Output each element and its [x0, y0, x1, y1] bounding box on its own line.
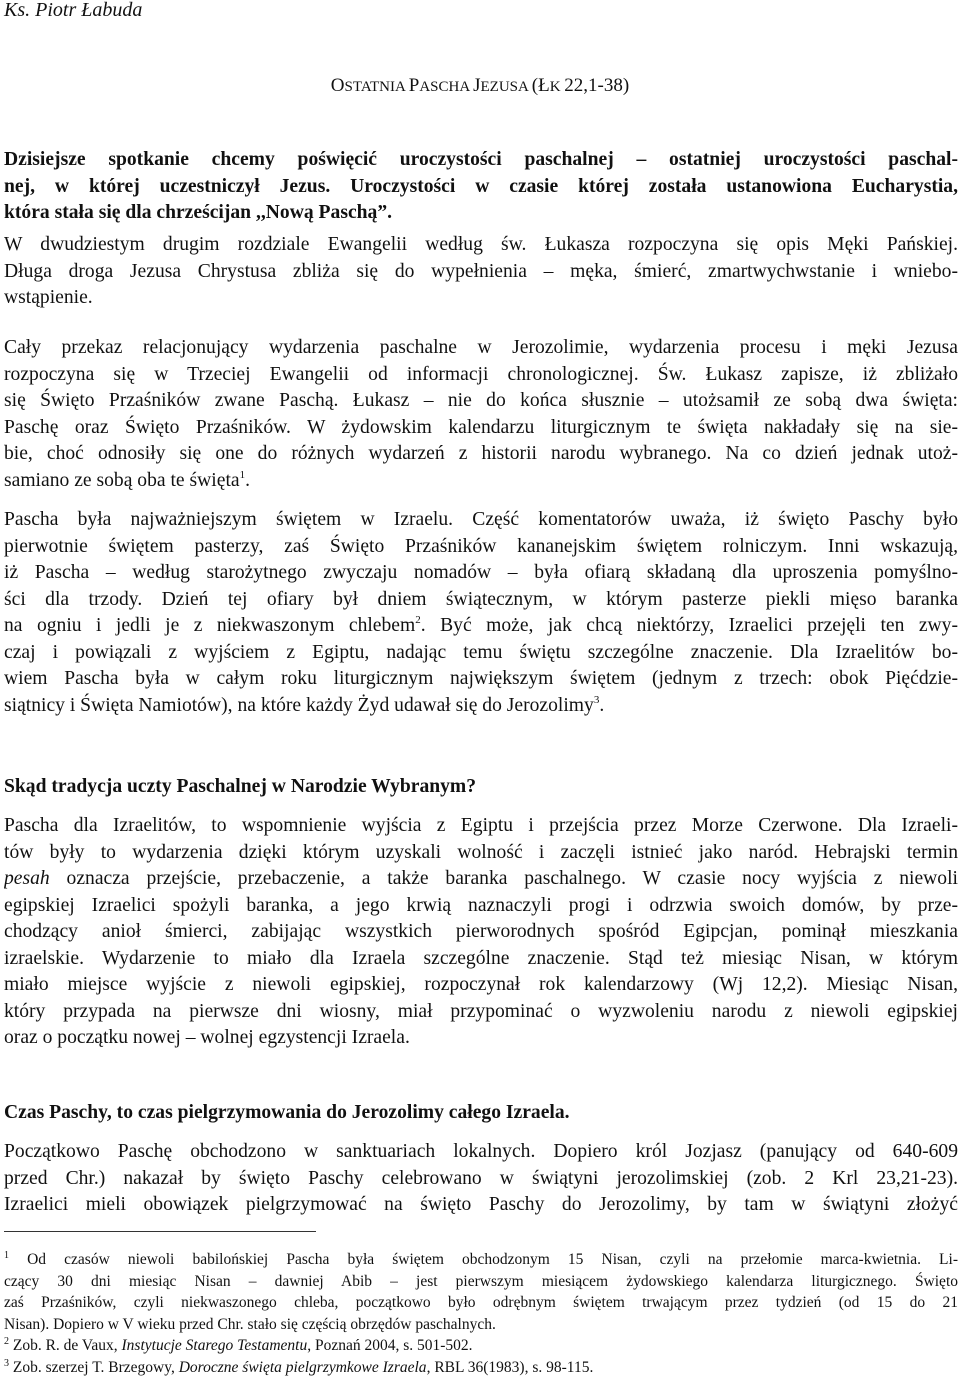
footnote-line: zaś Przaśników, czyli niekwaszonego chleba, początkowo było odrębnym świętem trwającym przez tydzień (od 15 do 21	[4, 1294, 958, 1312]
intro-paragraph	[4, 147, 958, 227]
text-line: Dzisiejsze spotkanie chcemy poświęcić uroczystości paschalnej – ostatniej uroczystości paschal-	[4, 149, 958, 170]
text-line: na ogniu i jedli je z niekwaszonym chlebem$^2$. Być może, jak chcą niektórzy, Izraelici przejęli ten zwy-	[4, 614, 958, 636]
text-line: siątnicy i Święta Namiotów), na które każdy Żyd udawał się do Jerozolimy$^3$.	[4, 693, 605, 716]
footnotes	[4, 1249, 958, 1379]
text-line: egipskiej Izraelici spożyli baranka, a jego krwią naznaczyli progi i odrzwia swoich domów, by prze-	[4, 894, 958, 916]
footnote-3: $^3$ Zob. szerzej T. Brzegowy, Doroczne święta pielgrzymkowe Izraela, RBL 36(1983), s. 98-115.	[4, 1357, 594, 1376]
footnote-ref-3[interactable]: 3	[593, 693, 600, 706]
text-line: Cały przekaz relacjonujący wydarzenia paschalne w Jerozolimie, wydarzenia procesu i męki Jezusa	[4, 337, 958, 358]
footnote-ref-1[interactable]: 1	[239, 468, 246, 481]
footnote-2: $^2$ Zob. R. de Vaux, Instytucje Starego Testamentu, Poznań 2004, s. 501-502.	[4, 1336, 473, 1355]
section-heading: Czas Paschy, to czas pielgrzymowania do Jerozolimy całego Izraela.	[4, 1102, 570, 1123]
footnote-ref-2[interactable]: 2	[415, 614, 421, 626]
text-line: oraz o początku nowej – wolnej egzystencji Izraela.	[4, 1027, 410, 1048]
text-line: chodzący anioł śmierci, zabijając wszystkich pierworodnych spośród Egipcjan, pominął mieszkania	[4, 921, 958, 942]
text-line: bie, choć odnosiły się one do różnych wydarzeń z historii narodu wybranego. Na co dzień jednak utoż-	[4, 443, 958, 464]
footnote-line: czący 30 dni miesiąc Nisan – dawniej Abib – jest pierwszym miesiącem żydowskiego kalendarza liturgicznego. Święto	[4, 1272, 958, 1290]
text-line: nej, w której uczestniczył Jezus. Uroczystości w czasie której została ustanowiona Eucharystia,	[4, 175, 958, 197]
text-line: iż Pascha – według starożytnego zwyczaju nomadów – była ofiarą składaną dla uproszenia pomyślno-	[4, 562, 958, 583]
text-line: rozpoczyna się w Trzeciej Ewangelii od informacji chronologicznej. Św. Łukasz zapisze, iż zbliżało	[4, 363, 958, 385]
section-1-paragraph	[4, 813, 958, 1052]
footnote-divider	[4, 1231, 316, 1232]
text-line: ści dla trzody. Dzień tej ofiary był dniem świątecznym, w którym pasterze piekli mięso baranka	[4, 588, 958, 610]
text-line: Długa droga Jezusa Chrystusa zbliża się do wypełnienia – męka, śmierć, zmartwychwstanie i wniebo-	[4, 260, 958, 282]
text-line: który przypada na pierwsze dni wiosny, miał przypominać o wyzwoleniu narodu z niewoli egipskiej	[4, 1000, 958, 1022]
footnote-1: $^1$ Od czasów niewoli babilońskiej Pascha była świętem obchodzonym 15 Nisan, czyli na przełomie marca-kwietnia. Li-	[4, 1250, 958, 1268]
text-line: pierwotnie świętem pasterzy, zaś Święto Przaśników kananejskim świętem rolniczym. Inni wskazują,	[4, 535, 958, 557]
text-line: W dwudziestym drugim rozdziale Ewangelii według św. Łukasza rozpoczyna się opis Męki Pańskiej.	[4, 234, 958, 255]
text-line: czaj i powiązali z wyjściem z Egiptu, nadając temu świętu szczególne znaczenie. Dla Izraelitów bo-	[4, 641, 958, 663]
text-line: Pascha była najważniejszym świętem w Izraelu. Część komentatorów uważa, iż święto Paschy było	[4, 509, 958, 530]
text-line: Pascha dla Izraelitów, to wspomnienie wyjścia z Egiptu i przejścia przez Morze Czerwone. Dla Izraeli-	[4, 815, 958, 836]
section-heading: Skąd tradycja uczty Paschalnej w Narodzie Wybranym?	[4, 776, 477, 797]
page-title: OSTATNIA PASCHA JEZUSA (ŁK 22,1-38)	[330, 75, 630, 96]
text-line: która stała się dla chrześcijan ,,Nową Paschą”.	[4, 202, 393, 223]
paragraph-2	[4, 335, 958, 494]
text-line: przed Chr.) nakazał by święto Paschy celebrowano w świątyni jerozolimskiej (zob. 2 Krl 23,21-23).	[4, 1167, 958, 1189]
section-2-paragraph	[4, 1139, 958, 1219]
text-line: izraelskie. Wydarzenie to miało dla Izraela szczególne znaczenie. Stąd też miesiąc Nisan, w którym	[4, 947, 958, 969]
text-line: tów były to wydarzenia dzięki którym uzyskali wolność i zaczęli istnieć jako naród. Hebrajski termin	[4, 841, 958, 863]
text-line: się Święto Przaśników zwane Paschą. Łukasz – nie do końca słusznie – utożsamił ze sobą dwa święta:	[4, 390, 958, 411]
text-line: Początkowo Paschę obchodzono w sanktuariach lokalnych. Dopiero król Jozjasz (panujący od 640-609	[4, 1141, 958, 1162]
paragraph-3	[4, 507, 958, 719]
text-line: wiem Pascha była w całym roku liturgicznym największym świętem (jednym z trzech: obok Pięćdzie-	[4, 668, 958, 689]
footnote-line: Nisan). Dopiero w V wieku przed Chr. stało się częścią obrzędów paschalnych.	[4, 1315, 496, 1333]
author-name: Ks. Piotr Łabuda	[4, 0, 143, 21]
text-line: miało miejsce wyjście z niewoli egipskiej, rozpoczynał rok kalendarzowy (Wj 12,2). Miesiąc Nisan,	[4, 974, 958, 995]
text-line: wstąpienie.	[4, 287, 93, 308]
text-line: Izraelici mieli obowiązek pielgrzymować na święto Paschy do Jerozolimy, by tam w świątyni złożyć	[4, 1194, 958, 1215]
text-line: Paschę oraz Święto Przaśników. W żydowskim kalendarzu liturgicznym te święta nakładały się na sie-	[4, 416, 958, 438]
text-line: pesah oznacza przejście, przebaczenie, a także baranka paschalnego. W czasie nocy wyjścia z niewoli	[4, 868, 958, 889]
paragraph-1	[4, 232, 958, 312]
text-line: samiano ze sobą oba te święta$^1$.	[4, 468, 250, 491]
